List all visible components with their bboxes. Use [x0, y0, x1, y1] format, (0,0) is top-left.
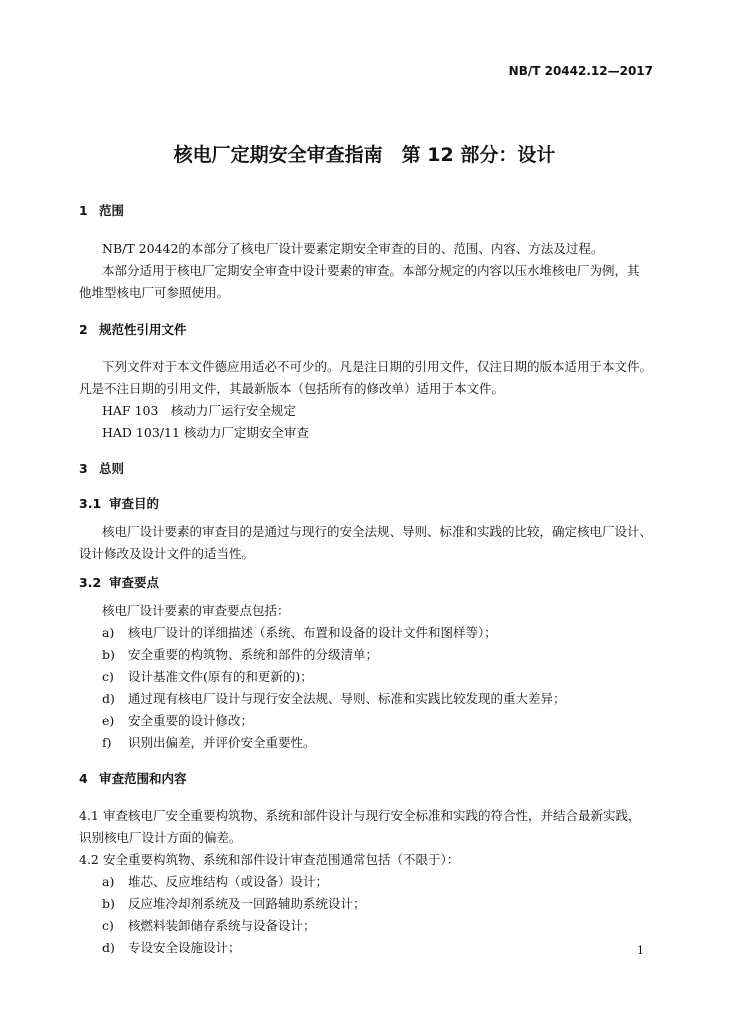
section-1-paragraph-2-line-1: 本部分适用于核电厂定期安全审查中设计要素的审查。本部分规定的内容以压水堆核电厂为例，其: [102, 263, 640, 278]
list-item: [102, 938, 241, 956]
list-item-mark: f): [102, 735, 112, 750]
reference-had-103-11: HAD 103/11 核动力厂定期安全审查: [102, 425, 309, 440]
section-title: 总则: [99, 461, 125, 476]
list-item: [102, 872, 328, 890]
list-item-text: 反应堆冷却剂系统及一回路辅助系统设计；: [128, 896, 366, 911]
section-1-paragraph-2-line-2: 他堆型核电厂可参照使用。: [79, 285, 230, 300]
clause-number: 4.1: [79, 808, 99, 823]
section-3-1-heading: [79, 494, 159, 512]
list-item-text: 安全重要的设计修改；: [128, 713, 254, 728]
section-3-1-line-2: 设计修改及设计文件的适当性。: [79, 546, 255, 561]
page-number: 1: [637, 944, 644, 957]
section-2-paragraph-line-1: 下列文件对于本文件德应用适必不可少的。凡是注日期的引用文件，仅注日期的版本适用于本文件。: [102, 359, 653, 374]
section-number: 1: [79, 203, 88, 218]
list-item-mark: a): [102, 874, 115, 889]
list-item-text: 识别出偏差，并评价安全重要性。: [128, 735, 316, 750]
section-2-heading: [79, 320, 187, 338]
section-4-2-line: [79, 850, 459, 868]
list-item-text: 通过现有核电厂设计与现行安全法规、导则、标准和实践比较发现的重大差异；: [128, 691, 566, 706]
section-number: 2: [79, 322, 88, 337]
reference-haf-103: HAF 103 核动力厂运行安全规定: [102, 403, 296, 418]
list-item-text: 核电厂设计的详细描述（系统、布置和设备的设计文件和图样等）；: [128, 625, 497, 640]
clause-number: 4.2: [79, 852, 99, 867]
list-item-mark: c): [102, 669, 114, 684]
list-item-text: 设计基准文件(原有的和更新的)；: [128, 669, 313, 684]
standard-code: NB/T 20442.12—2017: [508, 64, 653, 78]
list-item-mark: b): [102, 896, 115, 911]
document-title: 核电厂定期安全审查指南 第 12 部分：设计: [173, 144, 556, 166]
section-4-1-line-1: [79, 806, 641, 824]
section-number: 3.2: [79, 575, 102, 590]
list-item: [102, 667, 313, 685]
section-title: 审查目的: [109, 496, 160, 511]
clause-text: 审查核电厂安全重要构筑物、系统和部件设计与现行安全标准和实践的符合性，并结合最新实践，: [103, 808, 641, 823]
section-4-1-line-2: 识别核电厂设计方面的偏差。: [79, 830, 242, 845]
list-item: [102, 894, 366, 912]
section-number: 3: [79, 461, 88, 476]
section-number: 4: [79, 771, 88, 786]
list-item-mark: b): [102, 647, 115, 662]
section-3-heading: [79, 459, 124, 477]
list-item: [102, 623, 497, 641]
list-item-text: 专设安全设施设计；: [128, 940, 241, 955]
list-item-text: 核燃料装卸储存系统与设备设计；: [128, 918, 316, 933]
section-number: 3.1: [79, 496, 102, 511]
section-title: 范围: [99, 203, 125, 218]
list-item: [102, 733, 316, 751]
list-item-mark: e): [102, 713, 115, 728]
list-item: [102, 645, 378, 663]
section-title: 审查范围和内容: [99, 771, 187, 786]
list-item: [102, 711, 253, 729]
list-item-mark: c): [102, 918, 114, 933]
section-title: 规范性引用文件: [99, 322, 187, 337]
section-2-paragraph-line-2: 凡是不注日期的引用文件，其最新版本（包括所有的修改单）适用于本文件。: [79, 381, 505, 396]
section-3-1-line-1: 核电厂设计要素的审查目的是通过与现行的安全法规、导则、标准和实践的比较，确定核电厂设计、: [102, 524, 653, 539]
list-item-mark: a): [102, 625, 115, 640]
section-4-heading: [79, 769, 187, 787]
list-item-mark: d): [102, 940, 115, 955]
list-item-text: 安全重要的构筑物、系统和部件的分级清单；: [128, 647, 379, 662]
section-title: 审查要点: [109, 575, 160, 590]
list-item-text: 堆芯、反应堆结构（或设备）设计；: [128, 874, 329, 889]
list-item-mark: d): [102, 691, 115, 706]
section-1-heading: [79, 201, 124, 219]
section-3-2-intro: 核电厂设计要素的审查要点包括：: [102, 603, 290, 618]
section-3-2-heading: [79, 573, 159, 591]
clause-text: 安全重要构筑物、系统和部件设计审查范围通常包括（不限于）：: [103, 852, 460, 867]
section-1-paragraph-1: NB/T 20442的本部分了核电厂设计要素定期安全审查的目的、范围、内容、方法及过程。: [102, 241, 604, 256]
list-item: [102, 916, 316, 934]
list-item: [102, 689, 566, 707]
